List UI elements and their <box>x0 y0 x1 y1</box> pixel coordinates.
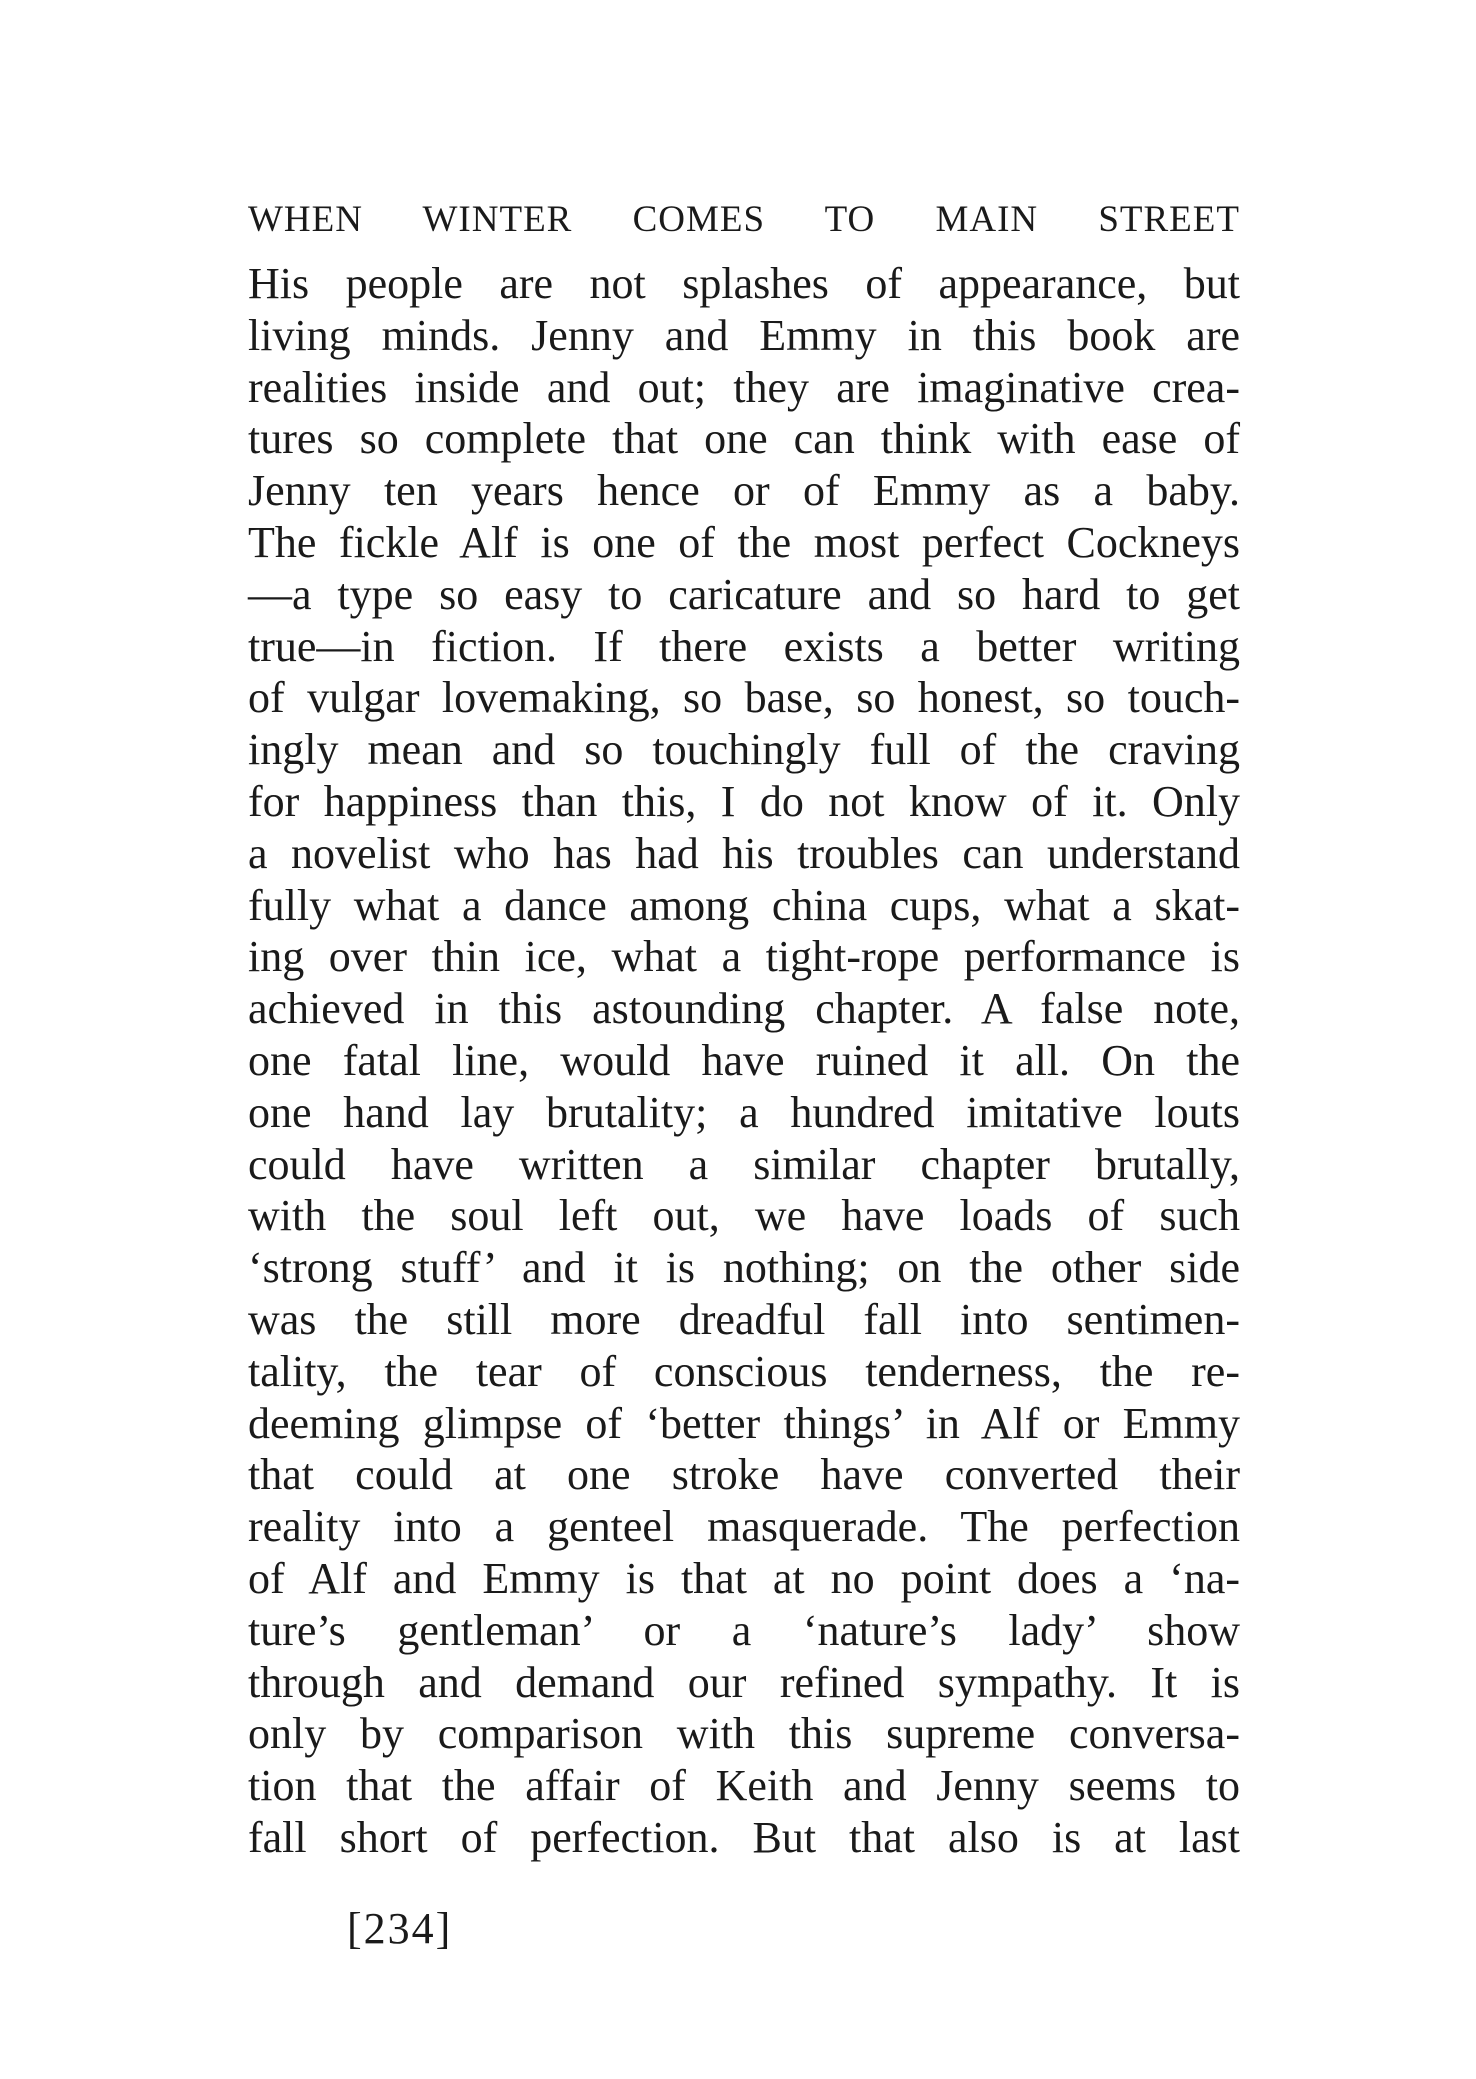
text-line: true—in fiction. If there exists a better writing <box>248 621 1240 671</box>
running-head: WHEN WINTER COMES TO MAIN STREET <box>248 199 1240 240</box>
text-line: that could at one stroke have converted their <box>248 1450 1240 1500</box>
text-line: through and demand our refined sympathy. It is <box>248 1657 1240 1707</box>
text-line: His people are not splashes of appearance, but <box>248 259 1240 308</box>
text-line: achieved in this astounding chapter. A false note, <box>248 984 1240 1034</box>
text-line: fully what a dance among china cups, what a skat- <box>248 880 1240 930</box>
text-line: ingly mean and so touchingly full of the craving <box>248 725 1240 775</box>
text-line: for happiness than this, I do not know of it. Only <box>248 776 1240 826</box>
text-line: tures so complete that one can think with ease of <box>248 414 1240 464</box>
text-line: living minds. Jenny and Emmy in this book are <box>248 310 1240 360</box>
text-line: tality, the tear of conscious tenderness, the re- <box>248 1346 1240 1396</box>
text-line: one fatal line, would have ruined it all. On the <box>248 1035 1240 1085</box>
text-line: tion that the affair of Keith and Jenny seems to <box>248 1761 1240 1811</box>
text-line: one hand lay brutality; a hundred imitative louts <box>248 1087 1240 1137</box>
text-line: reality into a genteel masquerade. The perfection <box>248 1502 1240 1552</box>
text-line: of vulgar lovemaking, so base, so honest, so touch- <box>248 673 1240 723</box>
text-line: could have written a similar chapter brutally, <box>248 1139 1240 1189</box>
text-line: ‘strong stuff’ and it is nothing; on the other side <box>248 1243 1240 1293</box>
text-line: with the soul left out, we have loads of such <box>248 1191 1240 1241</box>
page-number: [234] <box>347 1904 453 1953</box>
text-line: ture’s gentleman’ or a ‘nature’s lady’ show <box>248 1605 1240 1655</box>
text-line: ing over thin ice, what a tight-rope performance is <box>248 932 1240 982</box>
body-text <box>248 258 1240 1864</box>
text-line: deeming glimpse of ‘better things’ in Alf or Emmy <box>248 1398 1240 1448</box>
text-line: only by comparison with this supreme conversa- <box>248 1709 1240 1759</box>
text-line: realities inside and out; they are imaginative crea- <box>248 362 1240 412</box>
text-line: The fickle Alf is one of the most perfect Cockneys <box>248 517 1240 567</box>
text-line: of Alf and Emmy is that at no point does a ‘na- <box>248 1553 1240 1603</box>
text-line: a novelist who has had his troubles can understand <box>248 828 1240 878</box>
text-line: fall short of perfection. But that also is at last <box>248 1812 1240 1862</box>
text-line: was the still more dreadful fall into sentimen- <box>248 1294 1240 1344</box>
text-line: Jenny ten years hence or of Emmy as a baby. <box>248 466 1240 516</box>
text-line: —a type so easy to caricature and so hard to get <box>248 569 1240 619</box>
